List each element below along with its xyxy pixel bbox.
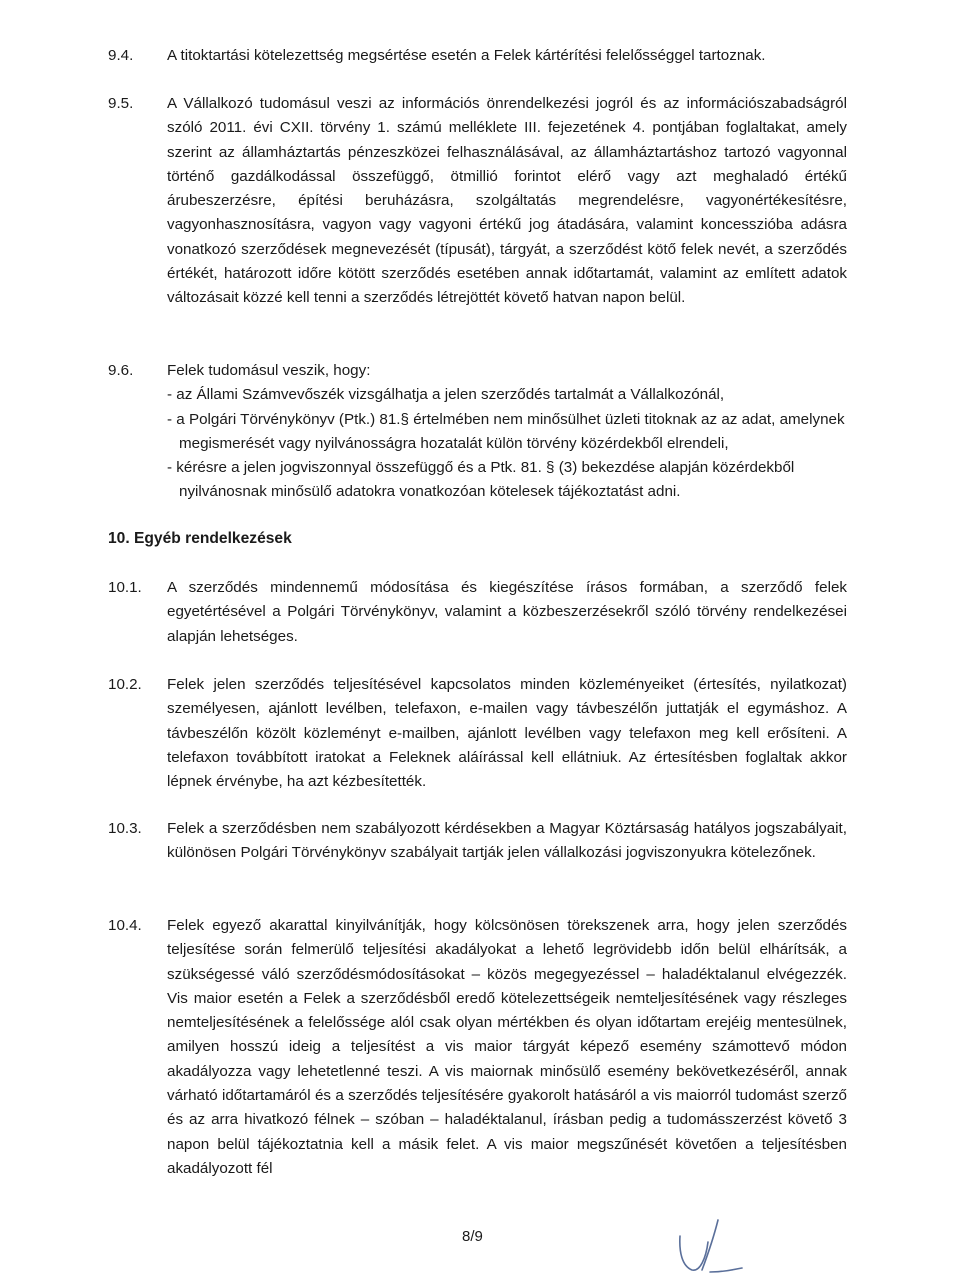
section-list [167, 359, 857, 505]
handwritten-initials-icon [670, 1214, 750, 1276]
section-text [167, 92, 847, 311]
list-intro: Felek tudomásul veszik, hogy: [167, 362, 371, 379]
section-text [167, 673, 847, 794]
list-item: - az Állami Számvevőszék vizsgálhatja a jelen szerződés tartalmát a Vállalkozónál, [167, 386, 725, 404]
section-number: 10.2. [108, 676, 142, 693]
section-paragraph: A Vállalkozó tudomásul veszi az információs önrendelkezési jogról és az információszabadságról szóló 2011. évi CXII. törvény 1. számú melléklete III. fejezetének 4. pontjában foglaltakat, amely szerint az államháztartás pénzeszközei felhasználásával, az államháztartáshoz tartozó vagyonnal történő gazdálkodással összefüggő, ötmillió forintot elérő vagy azt meghaladó értékű árubeszerzésre, építési beruházásra, szolgáltatás megrendelésre, vagyonértékesítésre, vagyonhasznosításra, vagyon vagy vagyoni értékű jog átadására, valamint koncesszióba adásra vonatkozó szerződések megnevezését (típusát), tárgyát, a szerződést kötő felek nevét, a szerződés értékét, határozott időre kötött szerződés esetében annak időtartamát, valamint az említett adatok változásait közzé kell tenni a szerződés létrejöttét követő hatvan napon belül. [167, 95, 847, 307]
list-item: - kérésre a jelen jogviszonnyal összefüggő és a Ptk. 81. § (3) bekezdése alapján közérdekből nyilvánosnak minősülő adatokra vonatkozóan kötelesek tájékoztatást adni. [167, 459, 795, 501]
section-paragraph: A szerződés mindennemű módosítása és kiegészítése írásos formában, a szerződő felek egyetértésével a Polgári Törvénykönyv, valamint a közbeszerzésekről szóló törvény rendelkezései alapján lehetséges. [167, 579, 847, 645]
section-number: 9.5. [108, 95, 134, 112]
section-paragraph: A titoktartási kötelezettség megsértése esetén a Felek kártérítési felelősséggel tartoznak. [167, 47, 766, 64]
section-number: 10.1. [108, 579, 142, 596]
section-paragraph: Felek egyező akarattal kinyilvánítják, hogy kölcsönösen törekszenek arra, hogy jelen szerződés teljesítése során felmerülő teljesítési akadályokat a lehető legrövidebb időn belül elhárítsák, a szükségessé váló szerződésmódosításokat – közös megegyezéssel – haladéktalanul elvégezzék. Vis maior esetén a Felek a szerződésből eredő kötelezettségeik nemteljesítésének vagy részleges nemteljesítésének a felelőssége alól csak olyan mértékben és olyan időtartam erejéig mentesülnek, amilyen hosszú ideig a teljesítést a vis maior tárgyát képező esemény számottevő módon akadályozza vagy lehetetlenné teszi. A vis maiornak minősülő esemény bekövetkezéséről, annak várható időtartamáról és a szerződés teljesítésére gyakorolt hatásáról a vis maiorról tudomást szerző és az arra hivatkozó félnek – szóban – haladéktalanul, írásban pedig a tudomásszerzést követő 3 napon belül tájékoztatnia kell a másik felet. A vis maior megszűnését követően a teljesítésben akadályozott fél [167, 917, 847, 1177]
section-heading: 10. Egyéb rendelkezések [108, 530, 292, 547]
page-number: 8/9 [462, 1228, 483, 1245]
section-text [167, 576, 847, 649]
section-paragraph: Felek jelen szerződés teljesítésével kapcsolatos minden közleményeiket (értesítés, nyilatkozat) személyesen, ajánlott levélben, telefaxon, e-mailen vagy távbeszélőn juttatják el egymáshoz. A távbeszélőn közölt közleményt e-mailben, ajánlott levélben vagy telefaxon meg kell erősíteni. A telefaxon továbbított iratokat a Feleknek aláírással kell ellátniuk. Az értesítésben foglaltak akkor lépnek érvénybe, ha azt kézbesítették. [167, 676, 847, 791]
list-item: - a Polgári Törvénykönyv (Ptk.) 81.§ értelmében nem minősülhet üzleti titoknak az az adat, amelynek megismerését vagy nyilvánosságra hozatalát külön törvény közérdekből elrendeli, [167, 410, 845, 452]
section-number: 9.6. [108, 362, 134, 379]
section-paragraph: Felek a szerződésben nem szabályozott kérdésekben a Magyar Köztársaság hatályos jogszabályait, különösen Polgári Törvénykönyv szabályait tartják jelen vállalkozási jogviszonyukra kötelezőnek. [167, 820, 847, 862]
section-text [167, 44, 847, 68]
section-text [167, 817, 847, 866]
section-text [167, 914, 847, 1181]
section-number: 10.3. [108, 820, 142, 837]
section-number: 9.4. [108, 47, 134, 64]
section-number: 10.4. [108, 917, 142, 934]
